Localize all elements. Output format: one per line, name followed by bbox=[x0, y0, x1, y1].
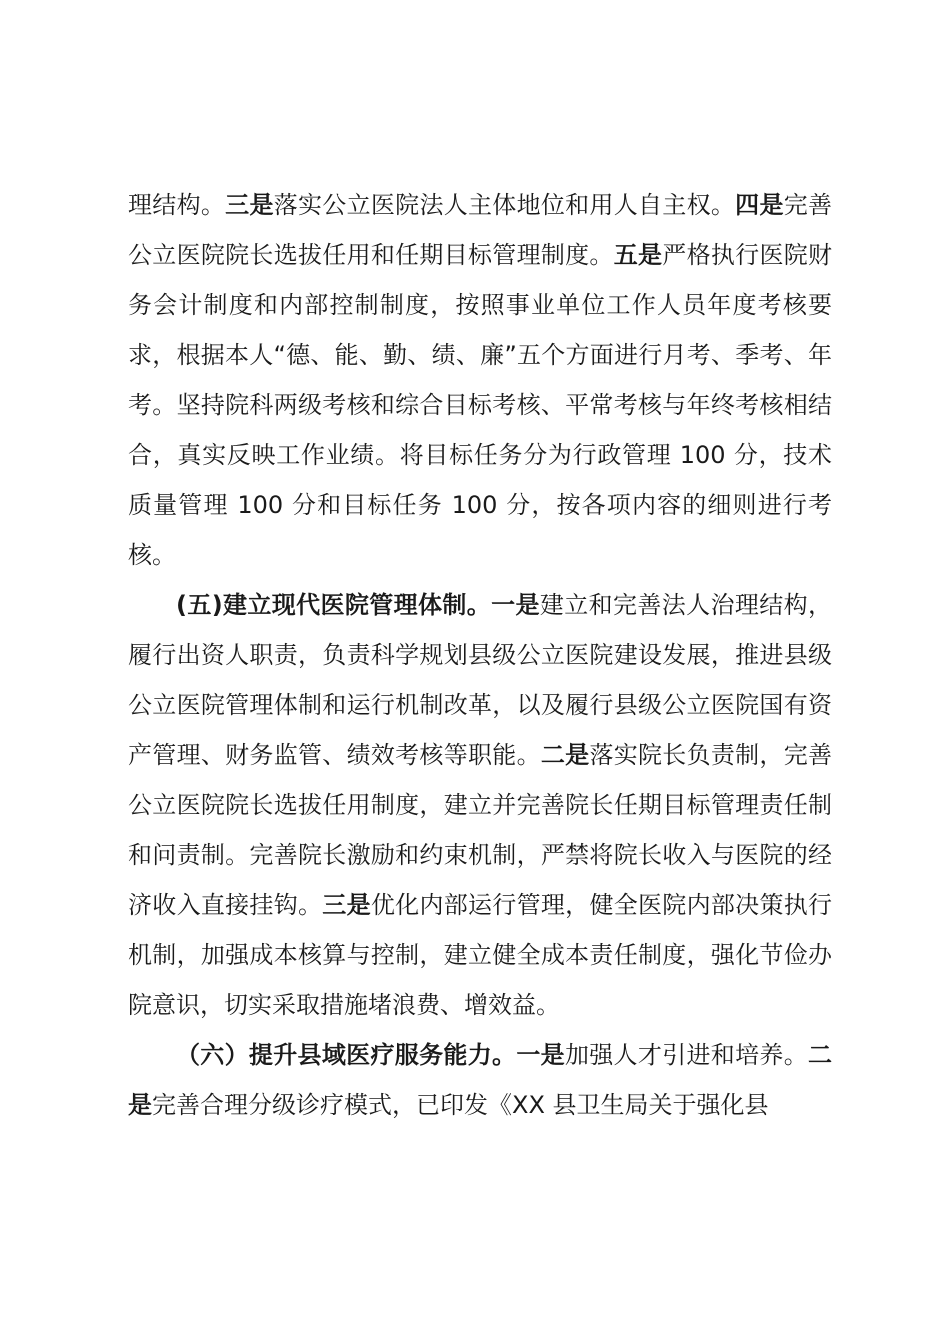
text-segment: 理结构。 bbox=[128, 191, 226, 219]
text-segment: 严格执行医院财务会计制度和内部控制制度，按照事业单位工作人员年度考核要求，根据本人“德、能、勤、绩、廉”五个方面进行月考、季考、年考。坚持院科两级考核和综合目标考核、平常考核与年终考核相结合，真实反映工作业绩。将目标任务分为行政管理 100 分，技术质量管理 100 分和目标任务 100 分，按各项内容的细则进行考核。 bbox=[128, 241, 833, 569]
bold-text-segment: (五)建立现代医院管理体制。 bbox=[176, 591, 492, 619]
bold-text-segment: 三是 bbox=[322, 891, 371, 919]
text-segment: 建立和完善法人治理结构，履行出资人职责，负责科学规划县级公立医院建设发展，推进县级公立医院管理体制和运行机制改革，以及履行县级公立医院国有资产管理、财务监管、绩效考核等职能。 bbox=[128, 591, 833, 769]
bold-text-segment: 二是 bbox=[128, 1041, 833, 1119]
text-segment: 优化内部运行管理，健全医院内部决策执行机制，加强成本核算与控制，建立健全成本责任制度，强化节俭办院意识，切实采取措施堵浪费、增效益。 bbox=[128, 891, 833, 1019]
bold-text-segment: 一是 bbox=[491, 591, 540, 619]
text-segment: 落实院长负责制，完善公立医院院长选拔任用制度，建立并完善院长任期目标管理责任制和问责制。完善院长激励和约束机制，严禁将院长收入与医院的经济收入直接挂钩。 bbox=[128, 741, 833, 919]
text-segment: 加强人才引进和培养。 bbox=[564, 1041, 809, 1069]
paragraph-section-5 bbox=[128, 580, 832, 1030]
text-segment: 落实公立医院法人主体地位和用人自主权。 bbox=[273, 191, 736, 219]
bold-text-segment: （六）提升县域医疗服务能力。 bbox=[176, 1041, 517, 1069]
bold-text-segment: 五是 bbox=[613, 241, 663, 269]
bold-text-segment: 二是 bbox=[540, 741, 590, 769]
bold-text-segment: 四是 bbox=[735, 191, 784, 219]
paragraph-governance bbox=[128, 180, 832, 580]
paragraph-section-6 bbox=[128, 1030, 832, 1130]
text-segment: 完善公立医院院长选拔任用和任期目标管理制度。 bbox=[128, 191, 833, 269]
bold-text-segment: 一是 bbox=[516, 1041, 565, 1069]
bold-text-segment: 三是 bbox=[225, 191, 274, 219]
text-segment: 完善合理分级诊疗模式，已印发《XX 县卫生局关于强化县 bbox=[152, 1091, 769, 1119]
